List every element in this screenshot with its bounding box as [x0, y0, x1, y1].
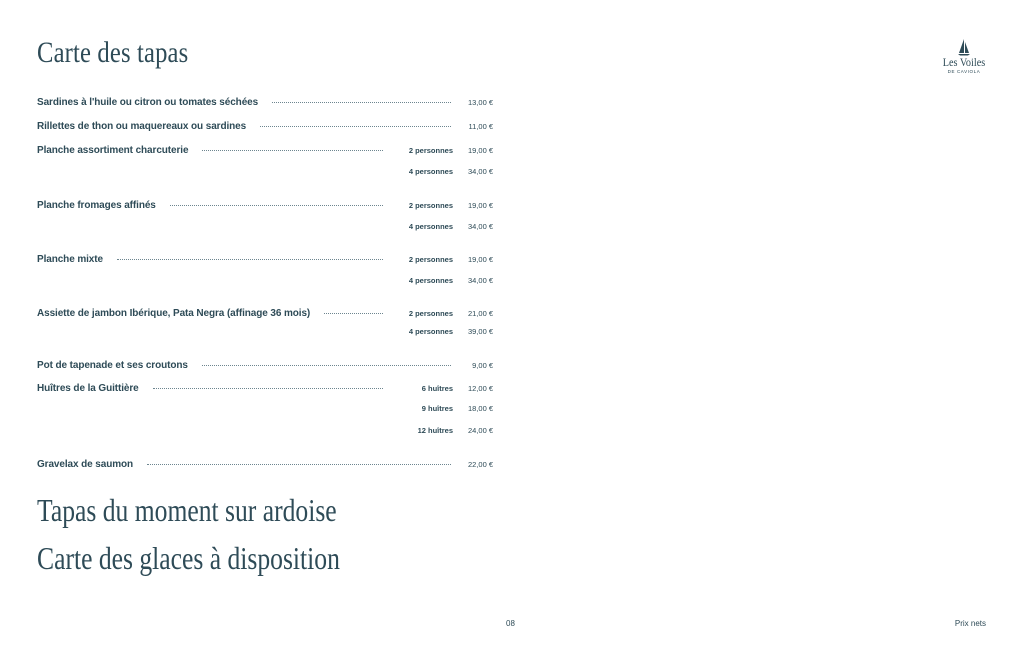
item-price: 39,00 € [467, 327, 493, 336]
item-quantity: 4 personnes [408, 276, 453, 285]
item-quantity: 12 huîtres [417, 426, 453, 435]
item-name: Sardines à l'huile ou citron ou tomates séchées [37, 97, 259, 108]
item-name: Planche mixte [37, 254, 103, 265]
menu-item [37, 200, 493, 214]
menu-item [37, 360, 493, 374]
page-number: 08 [506, 619, 515, 628]
item-price: 12,00 € [467, 384, 493, 393]
dot-leader [202, 364, 451, 366]
item-name: Huîtres de la Guittière [37, 383, 139, 394]
item-price: 19,00 € [467, 146, 493, 155]
item-price: 34,00 € [467, 222, 493, 231]
item-name: Planche fromages affinés [37, 200, 156, 211]
dot-leader [170, 204, 383, 206]
dot-leader [202, 149, 383, 151]
item-quantity: 4 personnes [408, 222, 453, 231]
item-quantity: 2 personnes [408, 255, 453, 264]
item-price: 34,00 € [467, 276, 493, 285]
item-price: 22,00 € [467, 460, 493, 469]
menu-item-variant [37, 327, 493, 341]
item-quantity: 4 personnes [408, 167, 453, 176]
item-price: 24,00 € [467, 426, 493, 435]
menu-item-variant [37, 404, 493, 418]
item-price: 34,00 € [467, 167, 493, 176]
item-quantity: 4 personnes [408, 327, 453, 336]
dot-leader [272, 101, 451, 103]
item-price: 19,00 € [467, 255, 493, 264]
item-quantity: 2 personnes [408, 309, 453, 318]
menu-item [37, 254, 493, 268]
dot-leader [324, 312, 383, 314]
heading-carte-des-glaces: Carte des glaces à disposition [37, 540, 340, 576]
menu-item [37, 308, 493, 322]
item-name: Gravelax de saumon [37, 459, 134, 470]
item-price: 19,00 € [467, 201, 493, 210]
page-title: Carte des tapas [37, 36, 189, 69]
logo-name: Les Voiles [942, 55, 986, 69]
item-name: Rillettes de thon ou maquereaux ou sardines [37, 121, 247, 132]
item-quantity: 6 huîtres [421, 384, 453, 393]
menu-item [37, 97, 493, 111]
item-price: 21,00 € [467, 309, 493, 318]
item-price: 11,00 € [468, 122, 493, 131]
menu-item [37, 383, 493, 397]
heading-tapas-du-moment: Tapas du moment sur ardoise [37, 492, 337, 528]
item-quantity: 9 huîtres [421, 404, 453, 413]
item-name: Pot de tapenade et ses croutons [37, 360, 188, 371]
dot-leader [147, 463, 451, 465]
item-name: Planche assortiment charcuterie [37, 145, 189, 156]
sailboat-icon [957, 38, 971, 56]
logo-subtitle: DE CAVIOLA [947, 69, 981, 74]
item-name: Assiette de jambon Ibérique, Pata Negra (affinage 36 mois) [37, 308, 311, 319]
menu-item-variant [37, 276, 493, 290]
item-quantity: 2 personnes [408, 201, 453, 210]
menu-item-variant [37, 222, 493, 236]
menu-item [37, 121, 493, 135]
item-price: 9,00 € [472, 361, 493, 370]
menu-item-variant [37, 426, 493, 440]
item-quantity: 2 personnes [408, 146, 453, 155]
menu-item-variant [37, 167, 493, 181]
dot-leader [117, 258, 383, 260]
item-price: 18,00 € [467, 404, 493, 413]
dot-leader [153, 387, 383, 389]
prices-note: Prix nets [954, 619, 986, 628]
dot-leader [260, 125, 451, 127]
item-price: 13,00 € [467, 98, 493, 107]
menu-item [37, 145, 493, 159]
menu-item [37, 459, 493, 473]
brand-logo [938, 38, 990, 75]
